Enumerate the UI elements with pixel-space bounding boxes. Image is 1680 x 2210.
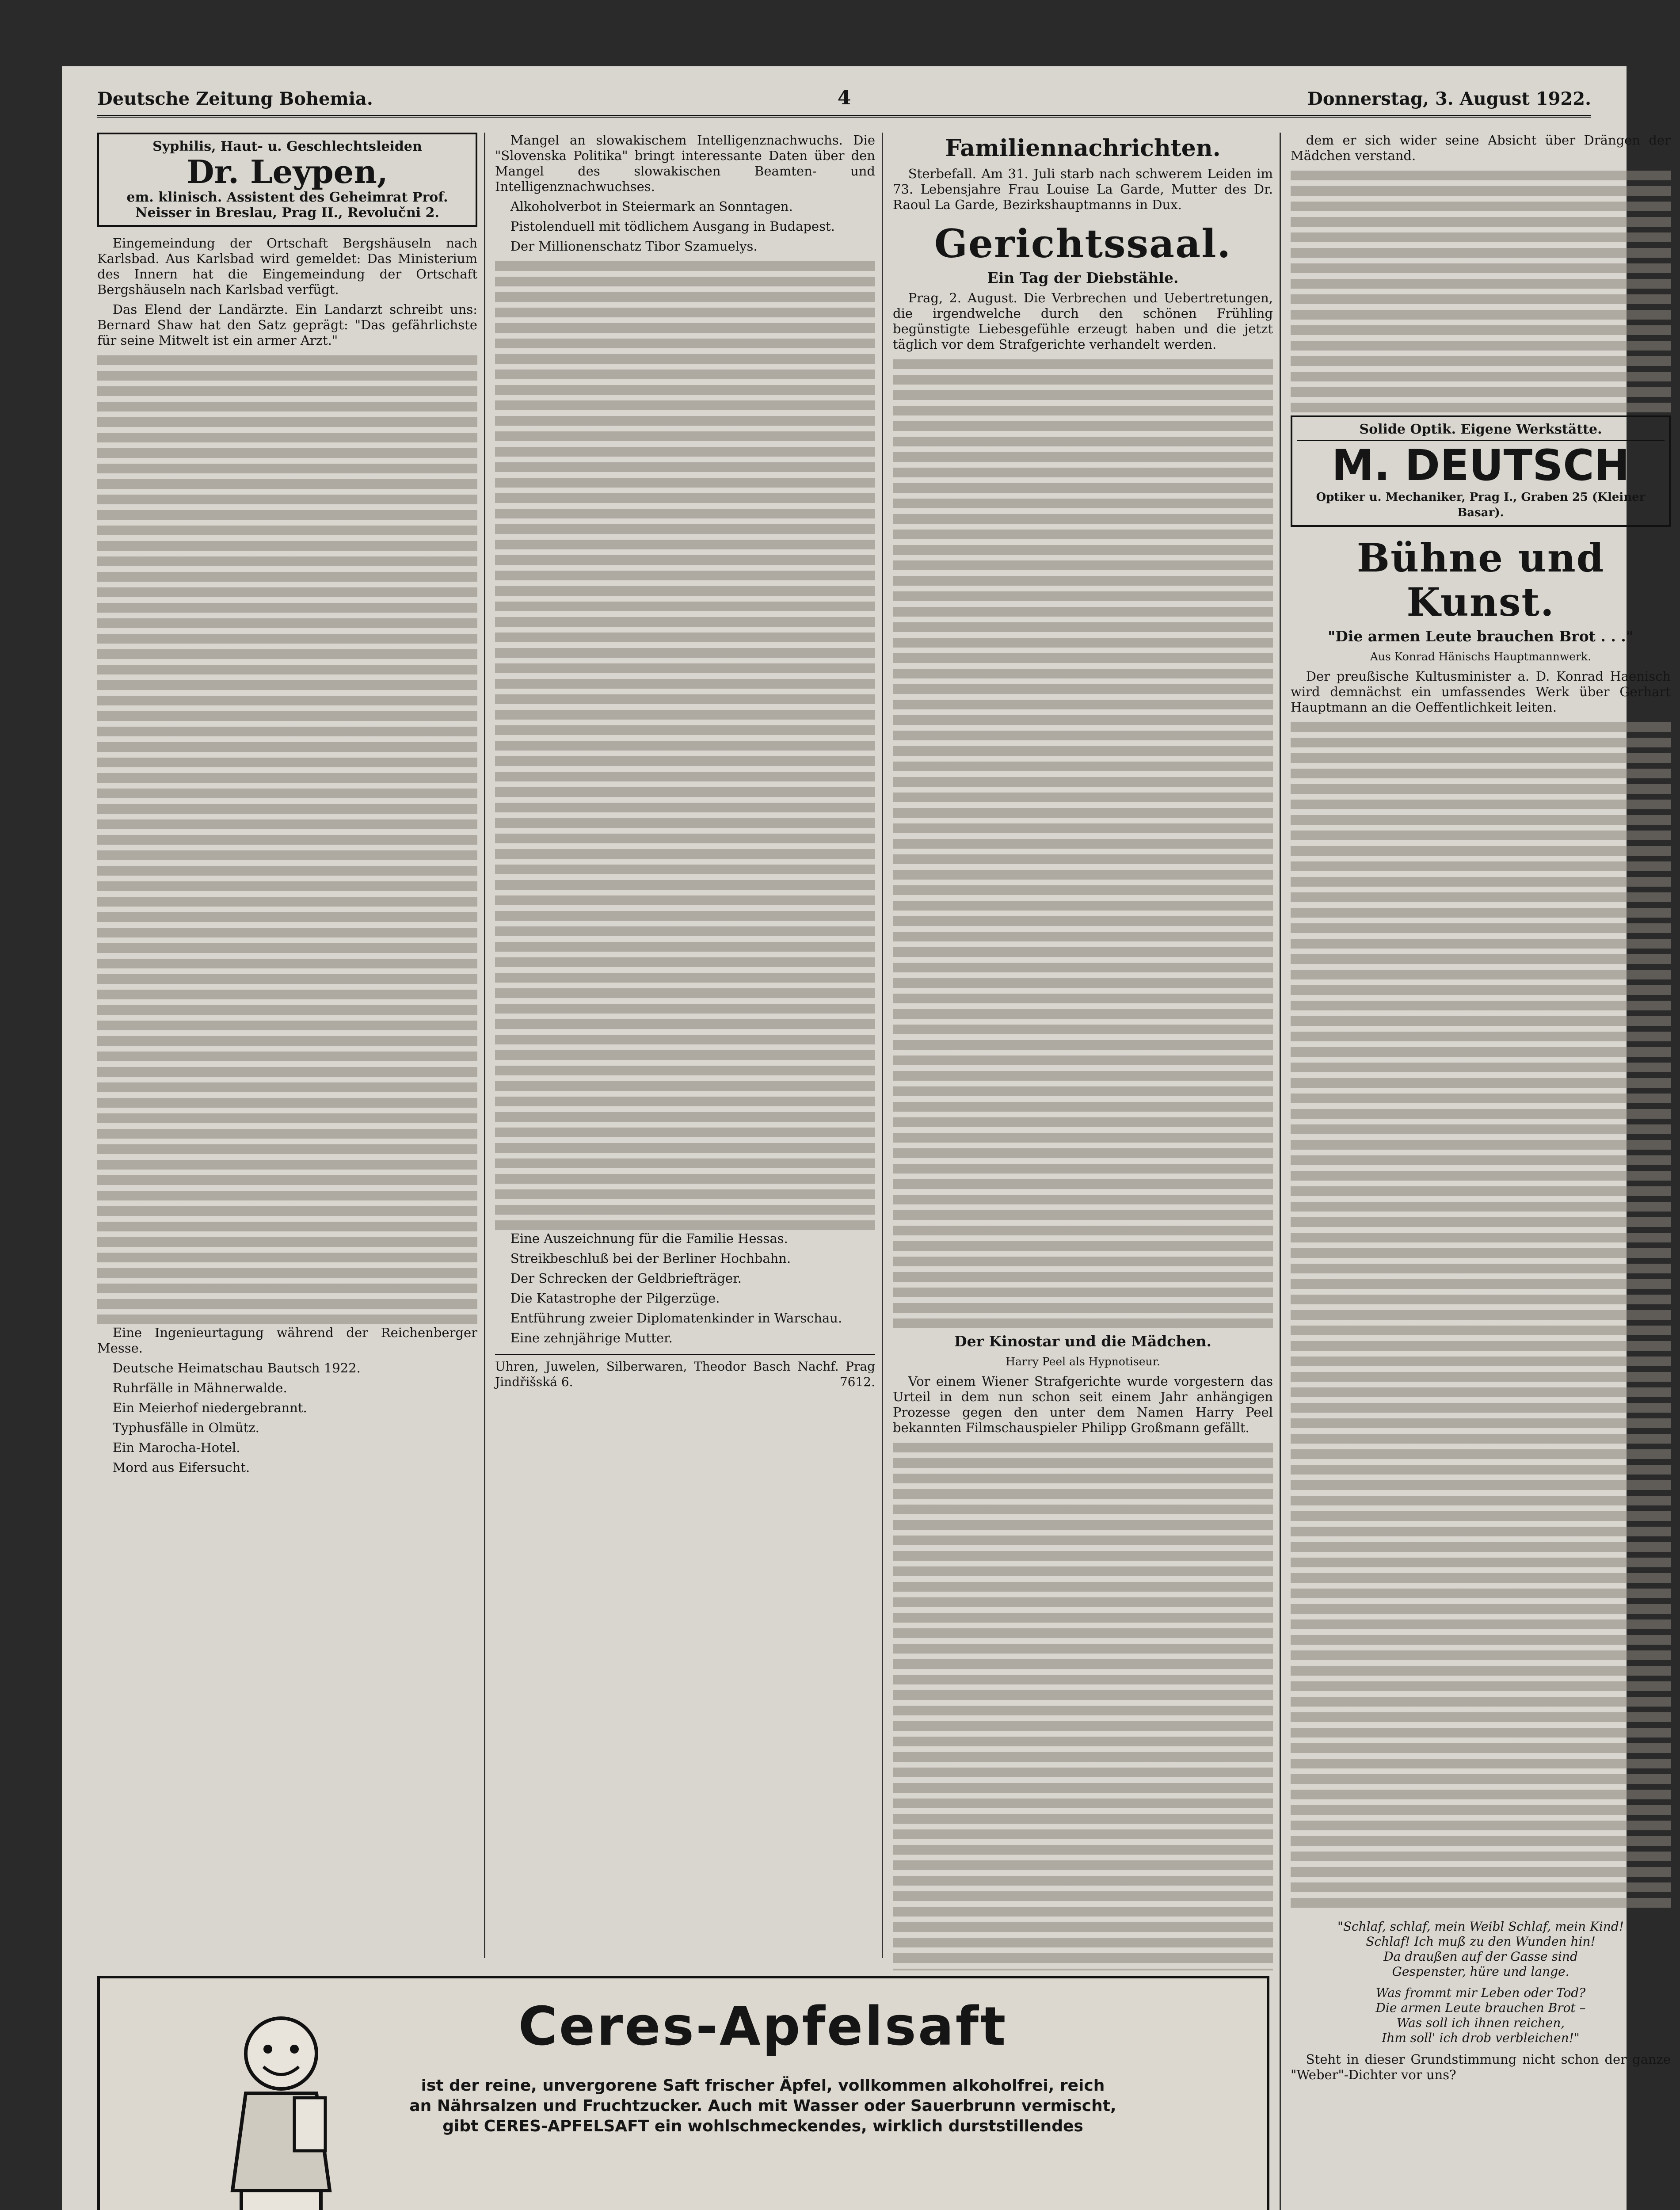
leypen-ad bbox=[97, 133, 477, 227]
deutsch-ad-line1: Solide Optik. Eigene Werkstätte. bbox=[1297, 422, 1665, 441]
article-heading: Der Kinostar und die Mädchen. bbox=[954, 1333, 1211, 1350]
masthead bbox=[97, 84, 1591, 118]
column-rule bbox=[1280, 133, 1281, 2210]
article-paragraph: Eingemeindung der Ortschaft Bergshäuseln nach Karlsbad. Aus Karlsbad wird gemeldet: Das Ministerium des Innern hat die Eingemeindung der Ortschaft Bergshäuseln nach Karlsbad verfügt. bbox=[97, 236, 477, 297]
poem-line: Die armen Leute brauchen Brot – bbox=[1375, 2000, 1586, 2015]
article-paragraph: Prag, 2. August. Die Verbrechen und Uebertretungen, die irgendwelche durch den schönen Frühling begünstigte Liebesgefühle erzeugt haben und die jetzt täglich vor dem Strafgerichte verhandelt werden. bbox=[893, 290, 1273, 352]
newspaper-page bbox=[62, 66, 1671, 2210]
article-paragraph: Vor einem Wiener Strafgerichte wurde vorgestern das Urteil in dem nun schon seit einem Jahr anhängigen Prozesse gegen den unter dem Namen Harry Peel bekannten Filmschauspieler Philipp Großmann gefällt. bbox=[893, 1374, 1273, 1435]
poem-line: Da draußen auf der Gasse sind bbox=[1383, 1949, 1578, 1964]
section-heading-family: Familiennachrichten. bbox=[945, 135, 1221, 162]
poem-line: Gespenster, hüre und lange. bbox=[1392, 1964, 1570, 1979]
masthead-title: Deutsche Zeitung Bohemia. bbox=[97, 88, 373, 109]
column-rule bbox=[484, 133, 485, 1958]
poem-line: Schlaf! Ich muß zu den Wunden hin! bbox=[1366, 1934, 1596, 1949]
article-paragraph: Die Katastrophe der Pilgerzüge. bbox=[510, 1291, 720, 1306]
poem-line: "Schlaf, schlaf, mein Weibl Schlaf, mein Kind! bbox=[1337, 1919, 1624, 1934]
poem-line: Was soll ich ihnen reichen, bbox=[1396, 2016, 1565, 2030]
article-heading: "Die armen Leute brauchen Brot . . ." bbox=[1328, 628, 1634, 645]
column-4 bbox=[1291, 133, 1671, 2210]
article-paragraph: Streikbeschluß bei der Berliner Hochbahn. bbox=[510, 1251, 791, 1266]
article-paragraph: Eine Ingenieurtagung während der Reichenberger Messe. bbox=[97, 1325, 477, 1356]
article-paragraph: Ein Meierhof niedergebrannt. bbox=[112, 1400, 307, 1415]
poem-block bbox=[1291, 1985, 1671, 2046]
poem-block bbox=[1291, 1919, 1671, 1979]
leypen-ad-line1: Syphilis, Haut- u. Geschlechtsleiden bbox=[152, 139, 422, 154]
article-paragraph: Typhusfälle in Olmütz. bbox=[112, 1420, 259, 1435]
leypen-ad-name: Dr. Leypen, bbox=[187, 153, 388, 191]
deutsch-ad-name: M. DEUTSCH bbox=[1331, 441, 1630, 490]
article-paragraph: Entführung zweier Diplomatenkinder in Warschau. bbox=[510, 1311, 842, 1326]
text-block-placeholder bbox=[495, 259, 875, 1231]
page-number: 4 bbox=[837, 87, 851, 109]
poem-line: Ihm soll' ich drob verbleichen!" bbox=[1382, 2031, 1580, 2045]
child-drinking-illustration bbox=[215, 2005, 347, 2210]
text-block-placeholder bbox=[1291, 720, 1671, 1913]
article-paragraph: dem er sich wider seine Absicht über Drängen der Mädchen verstand. bbox=[1291, 133, 1671, 163]
column-3 bbox=[893, 133, 1273, 1958]
article-paragraph: Alkoholverbot in Steiermark an Sonntagen. bbox=[510, 199, 793, 214]
article-paragraph: Der Schrecken der Geldbriefträger. bbox=[510, 1271, 742, 1286]
masthead-date: Donnerstag, 3. August 1922. bbox=[1307, 88, 1591, 109]
column-rule bbox=[882, 133, 883, 1958]
article-paragraph: Sterbefall. Am 31. Juli starb nach schwerem Leiden im 73. Lebensjahre Frau Louise La Garde, Mutter des Dr. Raoul La Garde, Bezirkshauptmanns in Dux. bbox=[893, 166, 1273, 212]
article-paragraph: Eine zehnjährige Mutter. bbox=[510, 1330, 673, 1345]
basch-notice-code: 7612. bbox=[839, 1375, 875, 1389]
column-2 bbox=[495, 133, 875, 1958]
article-paragraph: Mord aus Eifersucht. bbox=[112, 1460, 250, 1475]
section-heading-buehne: Bühne und Kunst. bbox=[1356, 535, 1605, 625]
article-paragraph: Steht in dieser Grundstimmung nicht schon der ganze "Weber"-Dichter vor uns? bbox=[1291, 2052, 1671, 2082]
poem-line: Was frommt mir Leben oder Tod? bbox=[1375, 1985, 1586, 2000]
ceres-body: ist der reine, unvergorene Saft frischer Äpfel, vollkommen alkoholfrei, reich an Nährsalzen und Fruchtzucker. Auch mit Wasser oder Sauerbrunn vermischt, gibt CERES-APFELSAFT ein wohlschmeckendes, wirklich durststillendes bbox=[409, 2077, 1116, 2135]
article-paragraph: Mangel an slowakischem Intelligenznachwuchs. Die "Slovenska Politika" bringt interessante Daten über den Mangel des slowakischen Beamten- und Intelligenznachwuchses. bbox=[495, 133, 875, 194]
basch-notice-text: Uhren, Juwelen, Silberwaren, Theodor Basch Nachf. Prag Jindřišská 6. bbox=[495, 1359, 875, 1389]
column-1 bbox=[97, 133, 477, 1958]
article-paragraph: Der Millionenschatz Tibor Szamuelys. bbox=[510, 239, 758, 254]
article-paragraph: Ruhrfälle in Mähnerwalde. bbox=[112, 1380, 287, 1395]
article-source: Aus Konrad Hänischs Hauptmannwerk. bbox=[1370, 650, 1592, 663]
article-paragraph: Deutsche Heimatschau Bautsch 1922. bbox=[112, 1360, 361, 1376]
article-paragraph: Das Elend der Landärzte. Ein Landarzt schreibt uns: Bernard Shaw hat den Satz geprägt: "Das gefährlichste für seine Mitwelt ist ein armer Arzt." bbox=[97, 302, 477, 348]
text-block-placeholder bbox=[893, 1440, 1273, 1970]
article-paragraph: Eine Auszeichnung für die Familie Hessas. bbox=[510, 1231, 788, 1246]
text-block-placeholder bbox=[97, 353, 477, 1325]
basch-notice bbox=[495, 1354, 875, 1390]
article-heading: Ein Tag der Diebstähle. bbox=[987, 269, 1179, 286]
text-block-placeholder bbox=[893, 357, 1273, 1329]
deutsch-ad-line2: Optiker u. Mechaniker, Prag I., Graben 25 (Kleiner Basar). bbox=[1316, 491, 1646, 519]
section-heading-court: Gerichtssaal. bbox=[934, 221, 1232, 267]
ceres-title: Ceres-Apfelsaft bbox=[518, 1996, 1008, 2058]
text-block-placeholder bbox=[1291, 168, 1671, 415]
article-paragraph: Ein Marocha-Hotel. bbox=[112, 1440, 240, 1455]
article-paragraph: Pistolenduell mit tödlichem Ausgang in Budapest. bbox=[510, 219, 835, 234]
article-paragraph: Der preußische Kultusminister a. D. Konrad Haenisch wird demnächst ein umfassendes Werk über Gerhart Hauptmann an die Oeffentlichkeit leiten. bbox=[1291, 669, 1671, 715]
article-subheading: Harry Peel als Hypnotiseur. bbox=[1006, 1355, 1160, 1368]
deutsch-ad bbox=[1291, 415, 1671, 527]
ceres-apfelsaft-ad bbox=[97, 1976, 1269, 2210]
leypen-ad-line2: em. klinisch. Assistent des Geheimrat Prof. Neisser in Breslau, Prag II., Revolučni 2. bbox=[126, 190, 448, 221]
